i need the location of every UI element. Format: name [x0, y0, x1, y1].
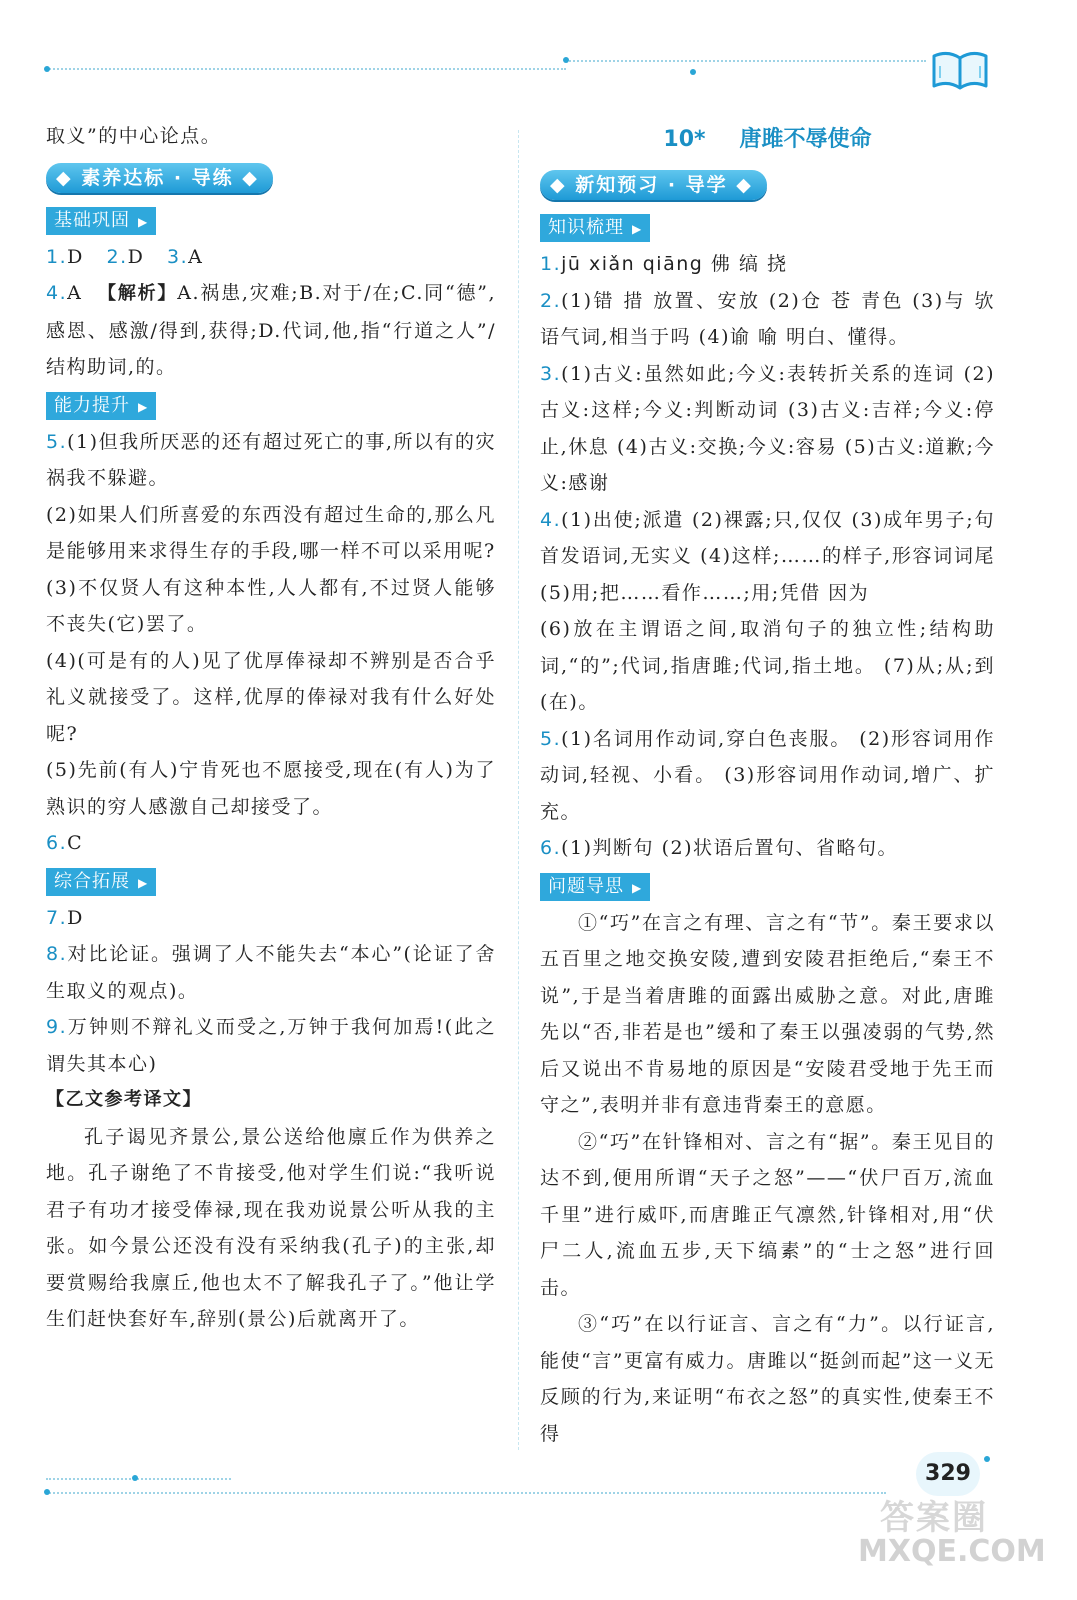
footer-dot: [44, 1489, 50, 1495]
knowledge-5: [540, 721, 995, 831]
q-answer: D: [67, 906, 84, 929]
tag-zonghe: [46, 868, 156, 896]
answer-text: (1)古义:虽然如此;今义:表转折关系的连词 (2)古义:这样;今义:判断动词 (3)古义:吉祥;今义:停止,休息 (4)古义:交换;今义:容易 (5)古义:道歉;今义:感谢: [540, 362, 995, 494]
answer-5-3: (3)不仅贤人有这种本性,人人都有,不过贤人能够不丧失(它)罢了。: [46, 576, 496, 635]
left-column: [46, 118, 496, 1338]
question-guide-1: ①“巧”在言之有理、言之有“节”。秦王要求以五百里之地交换安陵,遭到安陵君拒绝后,“秦王不说”,于是当着唐雎的面露出威胁之意。对此,唐雎先以“否,非若是也”缓和了秦王以强凌弱的气势,然后又说出不肯易地的原因是“安陵君受地于先王而守之”,表明并非有意违背秦王的意愿。: [540, 911, 995, 1116]
q-number: 3.: [540, 362, 562, 385]
answer-5-5: (5)先前(有人)宁肯死也不愿接受,现在(有人)为了熟识的穷人感激自己却接受了。: [46, 759, 496, 818]
answer-5-1: [46, 424, 496, 497]
q-answer: D: [127, 245, 145, 268]
answer-text: (1)出使;派遣 (2)裸露;只,仅仅 (3)成年男子;句首发语词,无实义 (4)这样;……的样子,形容词词尾 (5)用;把……看作……;用;凭借 因为: [540, 508, 995, 604]
q-number: 7.: [46, 906, 68, 929]
question-guide-2: ②“巧”在针锋相对、言之有“据”。秦王见目的达不到,便用所谓“天子之怒”——“伏尸百万,流血千里”进行威吓,而唐雎正气凛然,针锋相对,用“伏尸二人,流血五步,天下缟素”的“士之怒”进行回击。: [540, 1130, 995, 1299]
translation-text: 孔子谒见齐景公,景公送给他廪丘作为供养之地。孔子谢绝了不肯接受,他对学生们说:“我听说君子有功才接受俸禄,现在我劝说景公听从我的主张。如今景公还没有没有采纳我(孔子)的主张,却要赏赐给我廪丘,他也太不了解我孔子了。”他让学生们赶快套好车,辞别(景公)后就离开了。: [46, 1125, 496, 1330]
knowledge-2: [540, 283, 995, 356]
knowledge-6: [540, 830, 995, 867]
q-number: 5.: [540, 727, 562, 750]
tag-zhishi: [540, 214, 650, 242]
answer-text: 对比论证。强调了人不能失去“本心”(论证了舍生取义的观点)。: [46, 943, 496, 1002]
answer-8: [46, 936, 496, 1009]
q-answer: A: [188, 245, 204, 268]
section-banner-suyang: ◆ 素养达标 · 导练 ◆: [46, 163, 273, 193]
tag-jichu: [46, 207, 156, 235]
q-answer: D: [67, 245, 84, 268]
answer-7: [46, 900, 496, 937]
column-divider: [518, 130, 519, 1450]
answer-text: (1)错 措 放置、安放 (2)仓 苍 青色 (3)与 欤 语气词,相当于吗 (4)谕 喻 明白、懂得。: [540, 289, 995, 348]
answer-1-3: [46, 239, 496, 276]
page-number: 329: [916, 1452, 980, 1496]
tag-label: 综合拓展: [54, 870, 130, 892]
watermark-logo: 答案圈: [880, 1498, 988, 1538]
tag-label: 能力提升: [54, 394, 130, 416]
right-column: [540, 118, 995, 1452]
answer-text: jū xiǎn qiāng 佛 缟 挠: [561, 253, 788, 275]
play-icon: ▶: [632, 880, 643, 895]
answer-text: 万钟则不辩礼义而受之,万钟于我何加焉!(此之谓失其本心): [46, 1016, 496, 1075]
q-number: 1.: [46, 245, 68, 268]
answer-9: [46, 1009, 496, 1082]
answer-text: (1)名词用作动词,穿白色丧服。 (2)形容词用作动词,轻视、小看。 (3)形容词用作动词,增广、扩充。: [540, 727, 995, 823]
header-dot: [44, 66, 50, 72]
footer-dot: [984, 1456, 990, 1462]
play-icon: ▶: [632, 222, 643, 236]
q-number: 1.: [540, 253, 562, 275]
answer-6: [46, 825, 496, 862]
question-guide-3: ③“巧”在以行证言、言之有“力”。以行证言,能使“言”更富有威力。唐雎以“挺剑而起”这一义无反顾的行为,来证明“布衣之怒”的真实性,使秦王不得: [540, 1313, 995, 1445]
play-icon: ▶: [138, 399, 149, 414]
tag-label: 知识梳理: [548, 217, 624, 238]
footer-dotted-line-long: [46, 1492, 886, 1494]
header-dot: [563, 57, 569, 63]
play-icon: ▶: [138, 875, 149, 890]
watermark-url: MXQE.COM: [858, 1534, 1046, 1569]
q-number: 2.: [540, 289, 562, 312]
q-answer: A: [67, 282, 83, 304]
q-number: 4.: [46, 282, 68, 304]
answer-text: (1)判断句 (2)状语后置句、省略句。: [561, 837, 899, 859]
q-number: 9.: [46, 1016, 68, 1038]
q-number: 5.: [46, 430, 68, 453]
book-icon: [930, 46, 990, 92]
play-icon: ▶: [138, 214, 149, 229]
footer-dot: [132, 1475, 138, 1481]
q-number: 3.: [167, 245, 189, 268]
q-number: 2.: [106, 245, 128, 268]
analysis-label: 【解析】: [98, 283, 178, 304]
q-number: 4.: [540, 508, 562, 531]
analysis-text: A.祸患,灾难;B.对于/在;C.同“德”,感恩、感激/得到,获得;D.代词,他,指“行道之人”/结构助词,的。: [46, 282, 497, 378]
q-number: 6.: [540, 837, 562, 859]
q-number: 6.: [46, 832, 68, 854]
knowledge-3: [540, 356, 995, 502]
translation-title: 【乙文参考译文】: [46, 1089, 202, 1110]
answer-5-2: (2)如果人们所喜爱的东西没有超过生命的,那么凡是能够用来求得生存的手段,哪一样不可以采用呢?: [46, 503, 496, 562]
knowledge-4: [540, 502, 995, 612]
header-dotted-line-right: [566, 60, 926, 62]
answer-4: [46, 275, 496, 386]
answer-text: (1)但我所厌恶的还有超过死亡的事,所以有的灾祸我不躲避。: [46, 430, 496, 489]
tag-wenti: [540, 873, 650, 901]
tag-label: 基础巩固: [54, 209, 130, 231]
answer-5-4: (4)(可是有的人)见了优厚俸禄却不辨别是否合乎礼义就接受了。这样,优厚的俸禄对我有什么好处呢?: [46, 649, 496, 745]
chapter-title: [540, 118, 995, 162]
section-banner-xinzhi: ◆ 新知预习 · 导学 ◆: [540, 170, 767, 200]
tag-label: 问题导思: [548, 875, 624, 897]
q-number: 8.: [46, 943, 68, 965]
tag-nengli: [46, 392, 156, 420]
footer-dotted-line: [46, 1478, 231, 1480]
header-dotted-line: [46, 68, 566, 70]
header-dot: [690, 69, 696, 75]
chapter-name: 唐雎不辱使命: [739, 127, 872, 152]
chapter-number: 10*: [663, 127, 706, 152]
knowledge-4b: (6)放在主谓语之间,取消句子的独立性;结构助词,“的”;代词,指唐雎;代词,指土地。 (7)从;从;到(在)。: [540, 618, 995, 713]
q-answer: C: [67, 832, 84, 854]
knowledge-1: [540, 246, 995, 283]
intro-line: 取义”的中心论点。: [46, 125, 222, 147]
